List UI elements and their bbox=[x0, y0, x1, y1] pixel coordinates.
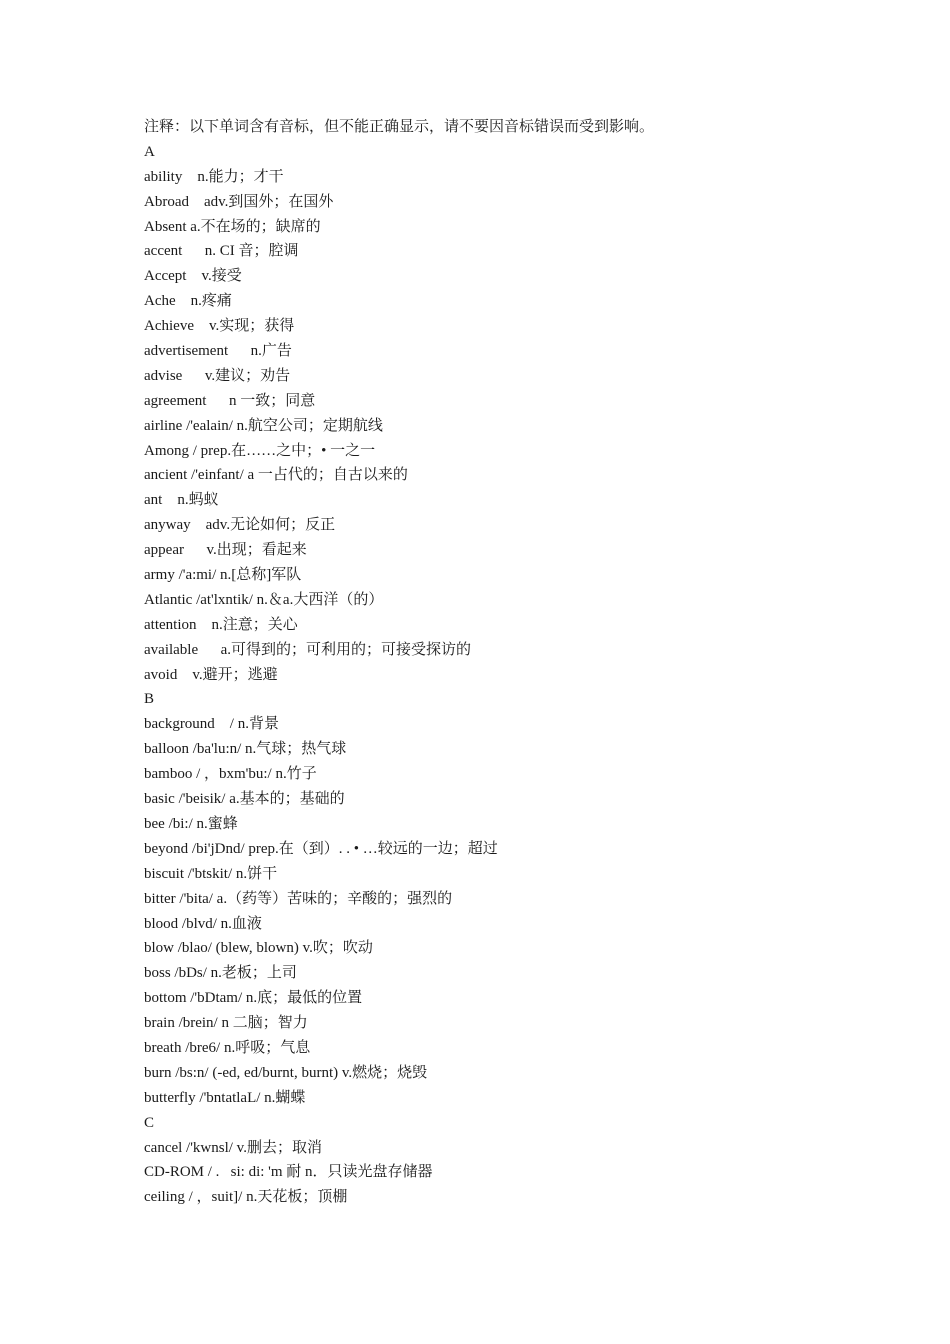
vocab-line: biscuit /'btskit/ n.饼干 bbox=[144, 865, 278, 882]
vocab-line: background / n.背景 bbox=[144, 716, 279, 733]
vocab-line: brain /brein/ n 二脑；智力 bbox=[144, 1015, 308, 1032]
vocab-line: cancel /'kwnsl/ v.删去；取消 bbox=[144, 1139, 322, 1156]
vocab-line: available a.可得到的；可利用的；可接受探访的 bbox=[144, 641, 472, 658]
vocab-line: advise v.建议；劝告 bbox=[144, 367, 291, 384]
vocab-line: C bbox=[144, 1114, 155, 1131]
vocab-line: balloon /ba'lu:n/ n.气球；热气球 bbox=[144, 741, 347, 758]
vocab-line: advertisement n.广告 bbox=[144, 343, 292, 360]
vocab-line: ant n.蚂蚁 bbox=[144, 492, 219, 509]
vocab-line: Absent a.不在场的；缺席的 bbox=[144, 218, 321, 235]
vocab-line: blood /blvd/ n.血液 bbox=[144, 915, 262, 932]
vocab-line: Among / prep.在……之中；• 一之一 bbox=[144, 442, 376, 459]
vocab-line: airline /'ealain/ n.航空公司；定期航线 bbox=[144, 417, 383, 434]
vocab-line: burn /bs:n/ (-ed, ed/burnt, burnt) v.燃烧；烧毁 bbox=[144, 1064, 428, 1081]
vocab-line: Achieve v.实现；获得 bbox=[144, 318, 295, 335]
vocab-line: bitter /'bita/ a.（药等）苦味的；辛酸的；强烈的 bbox=[144, 890, 453, 907]
vocab-line: B bbox=[144, 691, 155, 708]
vocab-line: avoid v.避开；逃避 bbox=[144, 666, 278, 683]
vocab-line: Accept v.接受 bbox=[144, 268, 242, 285]
vocab-line: accent n. CI 音；腔调 bbox=[144, 243, 299, 260]
note-line: 注释：以下单词含有音标，但不能正确显示，请不要因音标错误而受到影响。 bbox=[144, 119, 655, 135]
vocab-line: blow /blao/ (blew, blown) v.吹；吹动 bbox=[144, 940, 373, 957]
vocab-line: attention n.注意；关心 bbox=[144, 616, 298, 633]
vocab-line: appear v.出现；看起来 bbox=[144, 542, 307, 559]
vocab-line: beyond /bi'jDnd/ prep.在（到）. . • …较远的一边；超过 bbox=[144, 840, 498, 857]
vocab-line: Abroad adv.到国外；在国外 bbox=[144, 193, 334, 210]
vocab-line: bee /bi:/ n.蜜蜂 bbox=[144, 815, 238, 832]
vocab-line: Ache n.疼痛 bbox=[144, 293, 232, 310]
vocab-line: ancient /'einfant/ a 一占代的；自古以来的 bbox=[144, 467, 408, 484]
vocabulary-list bbox=[144, 140, 904, 1210]
vocab-line: CD-ROM / . si: di: 'm 耐 n．只读光盘存储器 bbox=[144, 1164, 433, 1181]
vocab-line: butterfly /'bntatlaL/ n.蝴蝶 bbox=[144, 1089, 306, 1106]
vocab-line: basic /'beisik/ a.基本的；基础的 bbox=[144, 791, 345, 808]
vocab-line: bottom /'bDtam/ n.底；最低的位置 bbox=[144, 990, 363, 1007]
vocab-line: army /'a:mi/ n.[总称]军队 bbox=[144, 567, 302, 584]
vocab-line: boss /bDs/ n.老板；上司 bbox=[144, 965, 297, 982]
vocab-line: bamboo / ，bxm'bu:/ n.竹子 bbox=[144, 766, 317, 783]
vocab-line: Atlantic /at'lxntik/ n.＆a.大西洋（的） bbox=[144, 591, 384, 608]
vocab-line: breath /bre6/ n.呼吸；气息 bbox=[144, 1039, 311, 1056]
vocab-line: anyway adv.无论如何；反正 bbox=[144, 517, 336, 534]
vocab-line: ability n.能力；才干 bbox=[144, 168, 284, 185]
vocab-line: agreement n 一致；同意 bbox=[144, 392, 316, 409]
document-page bbox=[144, 115, 904, 1210]
vocab-line: A bbox=[144, 143, 155, 160]
vocab-line: ceiling / ，suit]/ n.天花板；顶棚 bbox=[144, 1189, 348, 1206]
